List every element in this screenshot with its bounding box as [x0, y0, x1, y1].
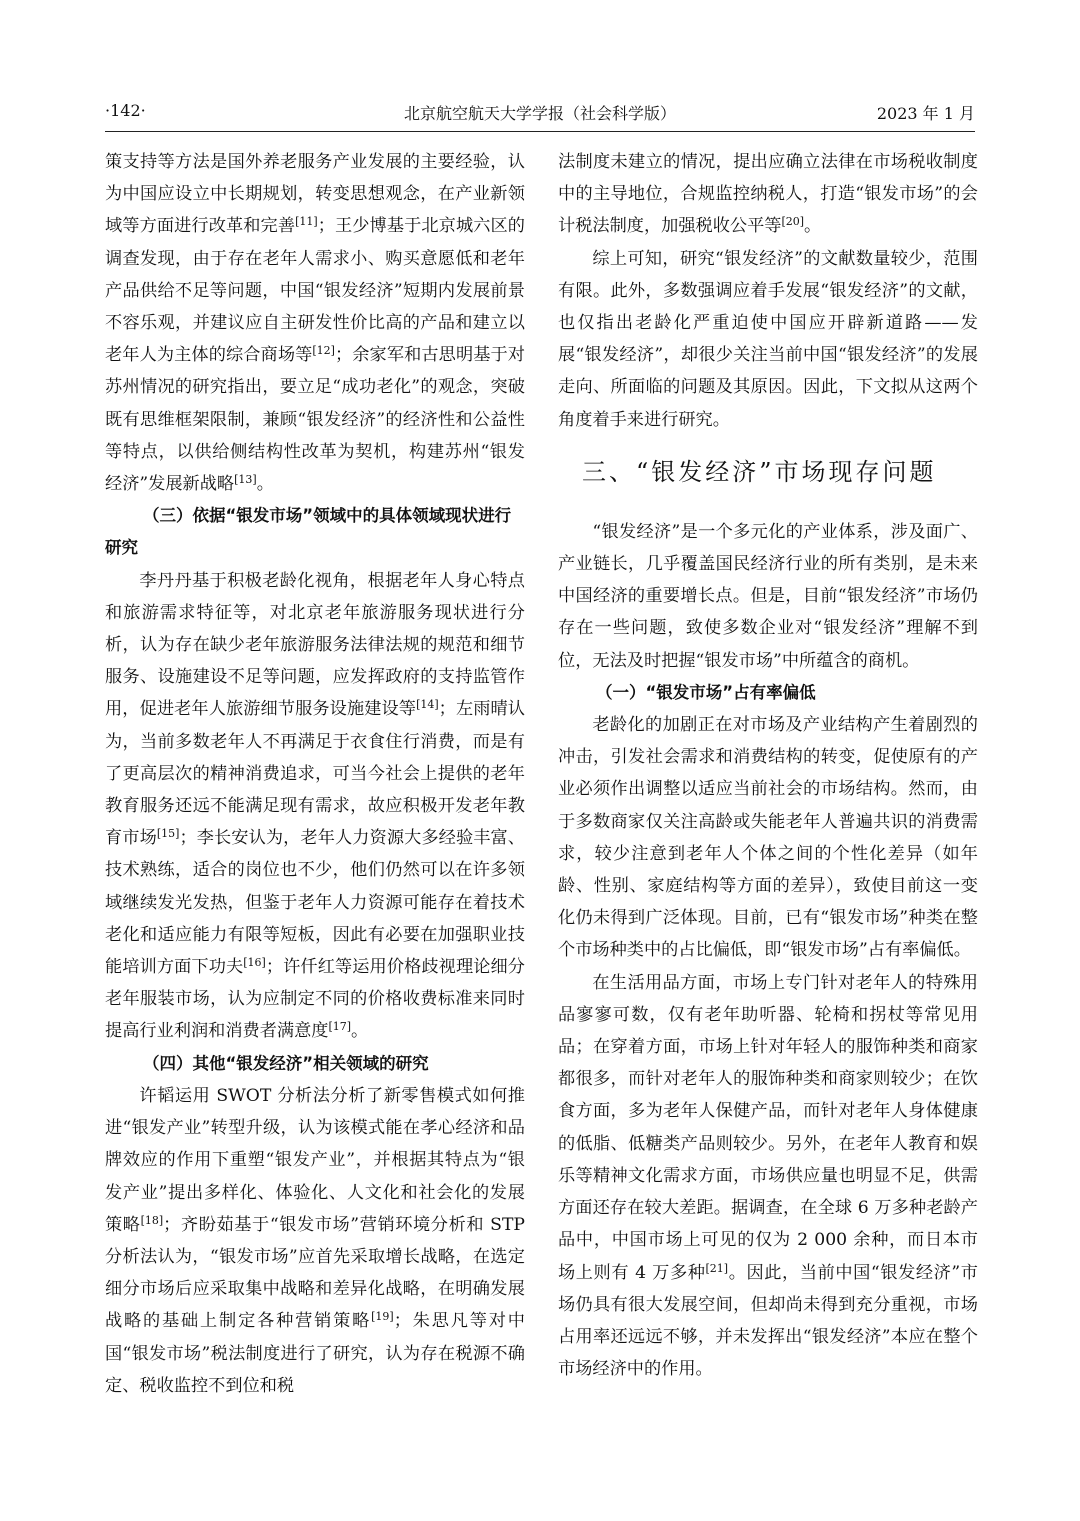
citation[interactable]: [12] — [312, 344, 335, 358]
citation[interactable]: [11] — [295, 215, 318, 229]
paragraph: 综上可知，研究“银发经济”的文献数量较少，范围有限。此外，多数强调应着手发展“银发经济”的文献，也仅指出老龄化严重迫使中国应开辟新道路——发展“银发经济”，却很少关注当前中国“银发经济”的发展走向、所面临的问题及其原因。因此，下文拟从这两个角度着手来进行研究。 — [558, 248, 978, 430]
section-heading: 三、“银发经济”市场现存问题 — [582, 457, 937, 486]
paragraph: 许韬运用 SWOT 分析法分析了新零售模式如何推进“银发产业”转型升级，认为该模式能在孝心经济和品牌效应的作用下重塑“银发产业”，并根据其特点为“银发产业”提出多样化、体验化、人文化和社会化的发展策略[18]；齐盼茹基于“银发市场”营销环境分析和 STP 分析法认为，“银发市场”应首先采取增长战略，在选定细分市场后应采取集中战略和差异化战略，在明确发展战略的基础上制定各种营销策略[19]；朱思凡等对中国“银发市场”税法制度进行了研究，认为存在税源不确定、税收监控不到位和税 — [105, 1085, 525, 1396]
paragraph: “银发经济”是一个多元化的产业体系，涉及面广、产业链长，几乎覆盖国民经济行业的所有类别，是未来中国经济的重要增长点。但是，目前“银发经济”市场仍存在一些问题，致使多数企业对“银发经济”理解不到位，无法及时把握“银发市场”中所蕴含的商机。 — [558, 521, 978, 671]
paragraph: 在生活用品方面，市场上专门针对老年人的特殊用品寥寥可数，仅有老年助听器、轮椅和拐杖等常见用品；在穿着方面，市场上针对年轻人的服饰种类和商家都很多，而针对老年人的服饰种类和商家则较少；在饮食方面，多为老年人保健产品，而针对老年人身体健康的低脂、低糖类产品则较少。另外，在老年人教育和娱乐等精神文化需求方面，市场供应量也明显不足，供需方面还存在较大差距。据调查，在全球 6 万多种老龄产品中，中国市场上可见的仅为 2 000 余种，而日本市场上则有 4 万多种[21]。因此，当前中国“银发经济”市场仍具有很大发展空间，但却尚未得到充分重视，市场占用率还远远不够，并未发挥出“银发经济”本应在整个市场经济中的作用。 — [558, 972, 978, 1380]
journal-title: 北京航空航天大学学报（社会科学版） — [403, 104, 676, 123]
citation[interactable]: [21] — [705, 1261, 729, 1275]
issue-date: 2023 年 1 月 — [876, 104, 975, 123]
paragraph: 李丹丹基于积极老龄化视角，根据老年人身心特点和旅游需求特征等，对北京老年旅游服务现状进行分析，认为存在缺少老年旅游服务法律法规的规范和细节服务、设施建设不足等问题，应发挥政府的支持监管作用，促进老年人旅游细节服务设施建设等[14]；左雨晴认为，当前多数老年人不再满足于衣食住行消费，而是有了更高层次的精神消费追求，可当今社会上提供的老年教育服务还远不能满足现有需求，故应积极开发老年教育市场[15]；李长安认为，老年人力资源大多经验丰富、技术熟练，适合的岗位也不少，他们仍然可以在许多领域继续发光发热，但鉴于老年人力资源可能存在着技术老化和适应能力有限等短板，因此有必要在加强职业技能培训方面下功夫[16]；许仟红等运用价格歧视理论细分老年服装市场，认为应制定不同的价格收费标准来同时提高行业利润和消费者满意度[17]。 — [105, 570, 525, 1042]
citation[interactable]: [20] — [781, 215, 805, 229]
citation[interactable]: [14] — [416, 698, 439, 712]
citation[interactable]: [16] — [243, 956, 266, 970]
citation[interactable]: [13] — [234, 473, 257, 487]
subsection-heading: （三）依据“银发市场”领域中的具体领域现状进行研究 — [105, 506, 512, 558]
header-rule — [105, 131, 975, 132]
running-header — [105, 101, 975, 131]
paragraph: 老龄化的加剧正在对市场及产业结构产生着剧烈的冲击，引发社会需求和消费结构的转变，促使原有的产业必须作出调整以适应当前社会的市场结构。然而，由于多数商家仅关注高龄或失能老年人普遍共识的消费需求，较少注意到老年人个体之间的个性化差异（如年龄、性别、家庭结构等方面的差异），致使目前这一变化仍未得到广泛体现。目前，已有“银发市场”种类在整个市场种类中的占比偏低，即“银发市场”占有率偏低。 — [558, 715, 978, 961]
citation[interactable]: [19] — [371, 1310, 394, 1324]
right-column — [558, 146, 978, 1385]
left-column — [105, 146, 525, 1402]
subsection-heading: （一）“银发市场”占有率偏低 — [595, 682, 816, 702]
page-number: ·142· — [105, 101, 146, 120]
citation[interactable]: [17] — [328, 1020, 352, 1034]
paragraph: 法制度未建立的情况，提出应确立法律在市场税收制度中的主导地位，合规监控纳税人，打造“银发市场”的会计税法制度，加强税收公平等[20]。 — [558, 152, 978, 237]
subsection-heading: （四）其他“银发经济”相关领域的研究 — [142, 1053, 429, 1073]
paragraph: 策支持等方法是国外养老服务产业发展的主要经验，认为中国应设立中长期规划，转变思想观念，在产业新领域等方面进行改革和完善[11]；王少博基于北京城六区的调查发现，由于存在老年人需求小、购买意愿低和老年产品供给不足等问题，中国“银发经济”短期内发展前景不容乐观，并建议应自主研发性价比高的产品和建立以老年人为主体的综合商场等[12]；余家军和古思明基于对苏州情况的研究指出，要立足“成功老化”的观念，突破既有思维框架限制，兼顾“银发经济”的经济性和公益性等特点，以供给侧结构性改革为契机，构建苏州“银发经济”发展新战略[13]。 — [105, 152, 525, 495]
citation[interactable]: [18] — [140, 1213, 164, 1227]
citation[interactable]: [15] — [156, 827, 180, 841]
